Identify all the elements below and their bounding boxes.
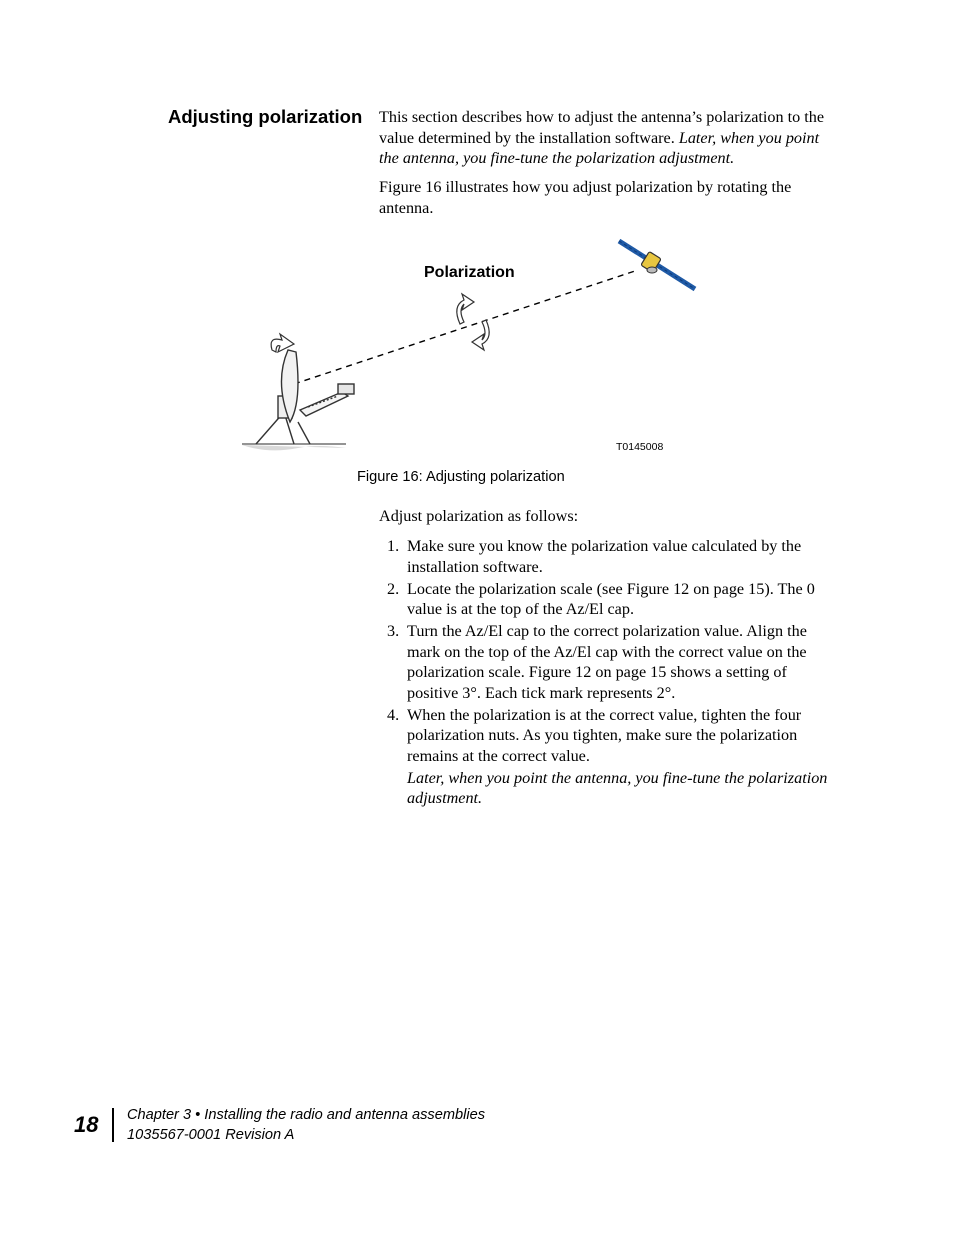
step-number: 4.	[387, 705, 400, 724]
list-item	[379, 536, 831, 577]
step-text: When the polarization is at the correct value, tighten the four polarization nuts. As you tighten, make sure the polarization remains at the correct value.	[407, 705, 802, 765]
line-of-sight	[294, 270, 638, 384]
polarization-rotation-icon	[457, 294, 489, 350]
figure-reference-paragraph: Figure 16 illustrates how you adjust polarization by rotating the antenna.	[379, 178, 792, 217]
procedure-steps	[379, 536, 831, 809]
section-heading: Adjusting polarization	[168, 106, 363, 127]
footer-text	[127, 1106, 485, 1145]
step-text: Make sure you know the polarization value calculated by the installation software.	[407, 537, 802, 576]
footer-divider	[112, 1108, 114, 1142]
intro-paragraph	[379, 107, 831, 169]
step-text: Locate the polarization scale (see Figure 12 on page 15). The 0 value is at the top of the Az/El cap.	[407, 579, 815, 618]
list-item	[379, 579, 831, 620]
procedure-note: Later, when you point the antenna, you fine-tune the polarization adjustment.	[407, 768, 828, 807]
ground-shadow	[242, 445, 346, 450]
figure-caption: Figure 16: Adjusting polarization	[357, 469, 565, 485]
footer-chapter: Chapter 3 • Installing the radio and antenna assemblies	[127, 1107, 486, 1123]
step-text: Turn the Az/El cap to the correct polarization value. Align the mark on the top of the Az/El cap with the correct value on the polarization scale. Figure 12 on page 15 shows a setting of positive 3°. Each tick mark represents 2°.	[407, 622, 807, 702]
procedure-intro: Adjust polarization as follows:	[379, 507, 579, 525]
intro-text: This section describes how to adjust the antenna’s polarization to the value determined by the installation software.	[379, 108, 825, 147]
page-number: 18	[74, 1112, 99, 1137]
step-number: 3.	[387, 622, 400, 640]
step-number: 2.	[387, 579, 400, 598]
list-item	[379, 705, 831, 767]
list-item	[379, 621, 831, 703]
figure-code: T0145008	[616, 441, 664, 453]
footer-doc-id: 1035567-0001 Revision A	[127, 1126, 295, 1143]
step-number: 1.	[387, 537, 400, 555]
figure-label: Polarization	[424, 264, 515, 281]
intro-italic-note: Later, when you point the antenna, you fine-tune the polarization adjustment.	[379, 128, 820, 167]
satellite-icon	[619, 241, 695, 289]
antenna-rotation-arrow-icon	[271, 334, 294, 352]
polarization-figure	[238, 232, 708, 462]
antenna-icon	[256, 350, 354, 444]
